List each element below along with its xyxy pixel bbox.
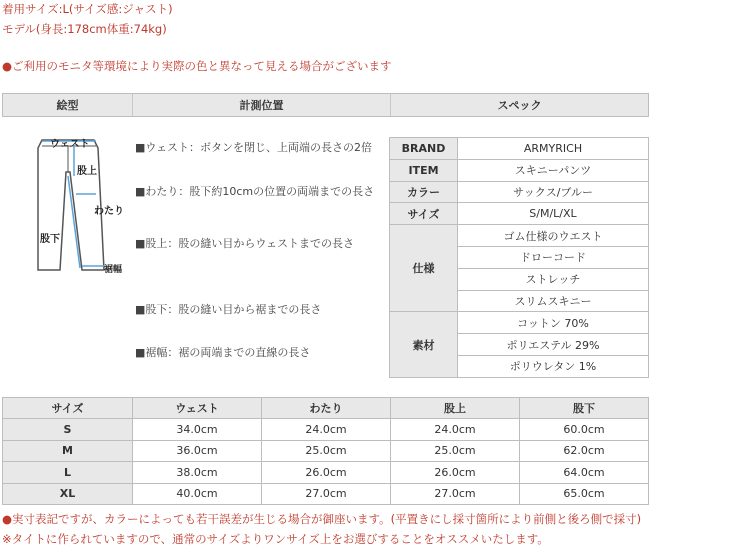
size-col-header: 股下 <box>520 398 649 419</box>
pants-diagram <box>20 132 132 280</box>
size-cell: 26.0cm <box>262 462 391 483</box>
size-cell: 24.0cm <box>391 419 520 440</box>
size-cell: M <box>3 440 133 461</box>
measure-waist: ■ウェスト：ボタンを閉じ、上両端の長さの2倍 <box>135 141 372 154</box>
table-row <box>3 483 649 504</box>
size-cell: 27.0cm <box>262 483 391 504</box>
spec-value-material: ポリウレタン 1% <box>458 355 649 377</box>
table-header-bar <box>2 93 649 117</box>
spec-row-material <box>390 312 649 334</box>
spec-value-item: スキニーパンツ <box>458 159 649 181</box>
size-cell: 65.0cm <box>520 483 649 504</box>
footer-note-1: ●実寸表記ですが、カラーによっても若干誤差が生じる場合が御座います。(平置きにし採寸箇所により前側と後ろ側で採寸) <box>2 512 642 526</box>
measure-hem: ■裾幅：裾の両端までの直線の長さ <box>135 346 311 359</box>
size-cell: 40.0cm <box>133 483 262 504</box>
spec-label-size: サイズ <box>390 203 458 225</box>
color-notice: ●ご利用のモニタ等環境により実際の色と異なって見える場合がございます <box>2 59 392 73</box>
table-row <box>3 419 649 440</box>
size-col-header: 股上 <box>391 398 520 419</box>
size-col-header: ウェスト <box>133 398 262 419</box>
size-cell: S <box>3 419 133 440</box>
size-cell: 24.0cm <box>262 419 391 440</box>
spec-value-color: サックス/ブルー <box>458 181 649 203</box>
spec-label-item: ITEM <box>390 159 458 181</box>
size-cell: 60.0cm <box>520 419 649 440</box>
size-cell: 27.0cm <box>391 483 520 504</box>
spec-table <box>389 137 649 378</box>
size-cell: 64.0cm <box>520 462 649 483</box>
size-cell: 34.0cm <box>133 419 262 440</box>
label-waist: ウェスト <box>50 139 90 150</box>
size-cell: 38.0cm <box>133 462 262 483</box>
header-diagram: 絵型 <box>3 94 133 116</box>
label-inseam: 股下 <box>40 234 60 245</box>
model-size-info: 着用サイズ:L(サイズ感:ジャスト) <box>2 2 173 16</box>
size-table-header <box>3 398 649 419</box>
spec-value-material: ポリエステル 29% <box>458 334 649 356</box>
spec-value-size: S/M/L/XL <box>458 203 649 225</box>
spec-row-features <box>390 225 649 247</box>
spec-value-feature: ゴム仕様のウエスト <box>458 225 649 247</box>
spec-value-material: コットン 70% <box>458 312 649 334</box>
header-spec: スペック <box>497 99 542 112</box>
table-row <box>3 462 649 483</box>
size-cell: 25.0cm <box>391 440 520 461</box>
size-cell: L <box>3 462 133 483</box>
spec-label-material: 素材 <box>390 312 458 377</box>
spec-label-brand: BRAND <box>390 138 458 160</box>
spec-value-feature: ストレッチ <box>458 268 649 290</box>
spec-value-brand: ARMYRICH <box>458 138 649 160</box>
size-col-header: わたり <box>262 398 391 419</box>
size-cell: 62.0cm <box>520 440 649 461</box>
label-thigh: わたり <box>94 206 124 217</box>
spec-row-color <box>390 181 649 203</box>
label-hem: 裾幅 <box>104 265 123 275</box>
size-cell: 26.0cm <box>391 462 520 483</box>
size-col-header: サイズ <box>3 398 133 419</box>
size-table <box>2 397 649 505</box>
spec-row-brand <box>390 138 649 160</box>
table-row <box>3 440 649 461</box>
size-cell: XL <box>3 483 133 504</box>
measure-thigh: ■わたり：股下約10cmの位置の両端までの長さ <box>135 185 375 198</box>
measure-rise: ■股上：股の縫い目からウェストまでの長さ <box>135 237 354 250</box>
spec-label-color: カラー <box>390 181 458 203</box>
spec-row-size <box>390 203 649 225</box>
spec-row-item <box>390 159 649 181</box>
measure-inseam: ■股下：股の縫い目から裾までの長さ <box>135 303 322 316</box>
model-body-info: モデル(身長:178cm体重:74kg) <box>2 22 167 36</box>
spec-value-feature: ドローコード <box>458 246 649 268</box>
size-cell: 25.0cm <box>262 440 391 461</box>
spec-value-feature: スリムスキニー <box>458 290 649 312</box>
footer-note-2: ※タイトに作られていますので、通常のサイズよりワンサイズ上をお選びすることをオススメいたします。 <box>2 532 549 546</box>
header-measurement: 計測位置 <box>133 94 391 116</box>
label-rise: 股上 <box>77 166 97 177</box>
size-cell: 36.0cm <box>133 440 262 461</box>
spec-label-features: 仕様 <box>390 225 458 312</box>
